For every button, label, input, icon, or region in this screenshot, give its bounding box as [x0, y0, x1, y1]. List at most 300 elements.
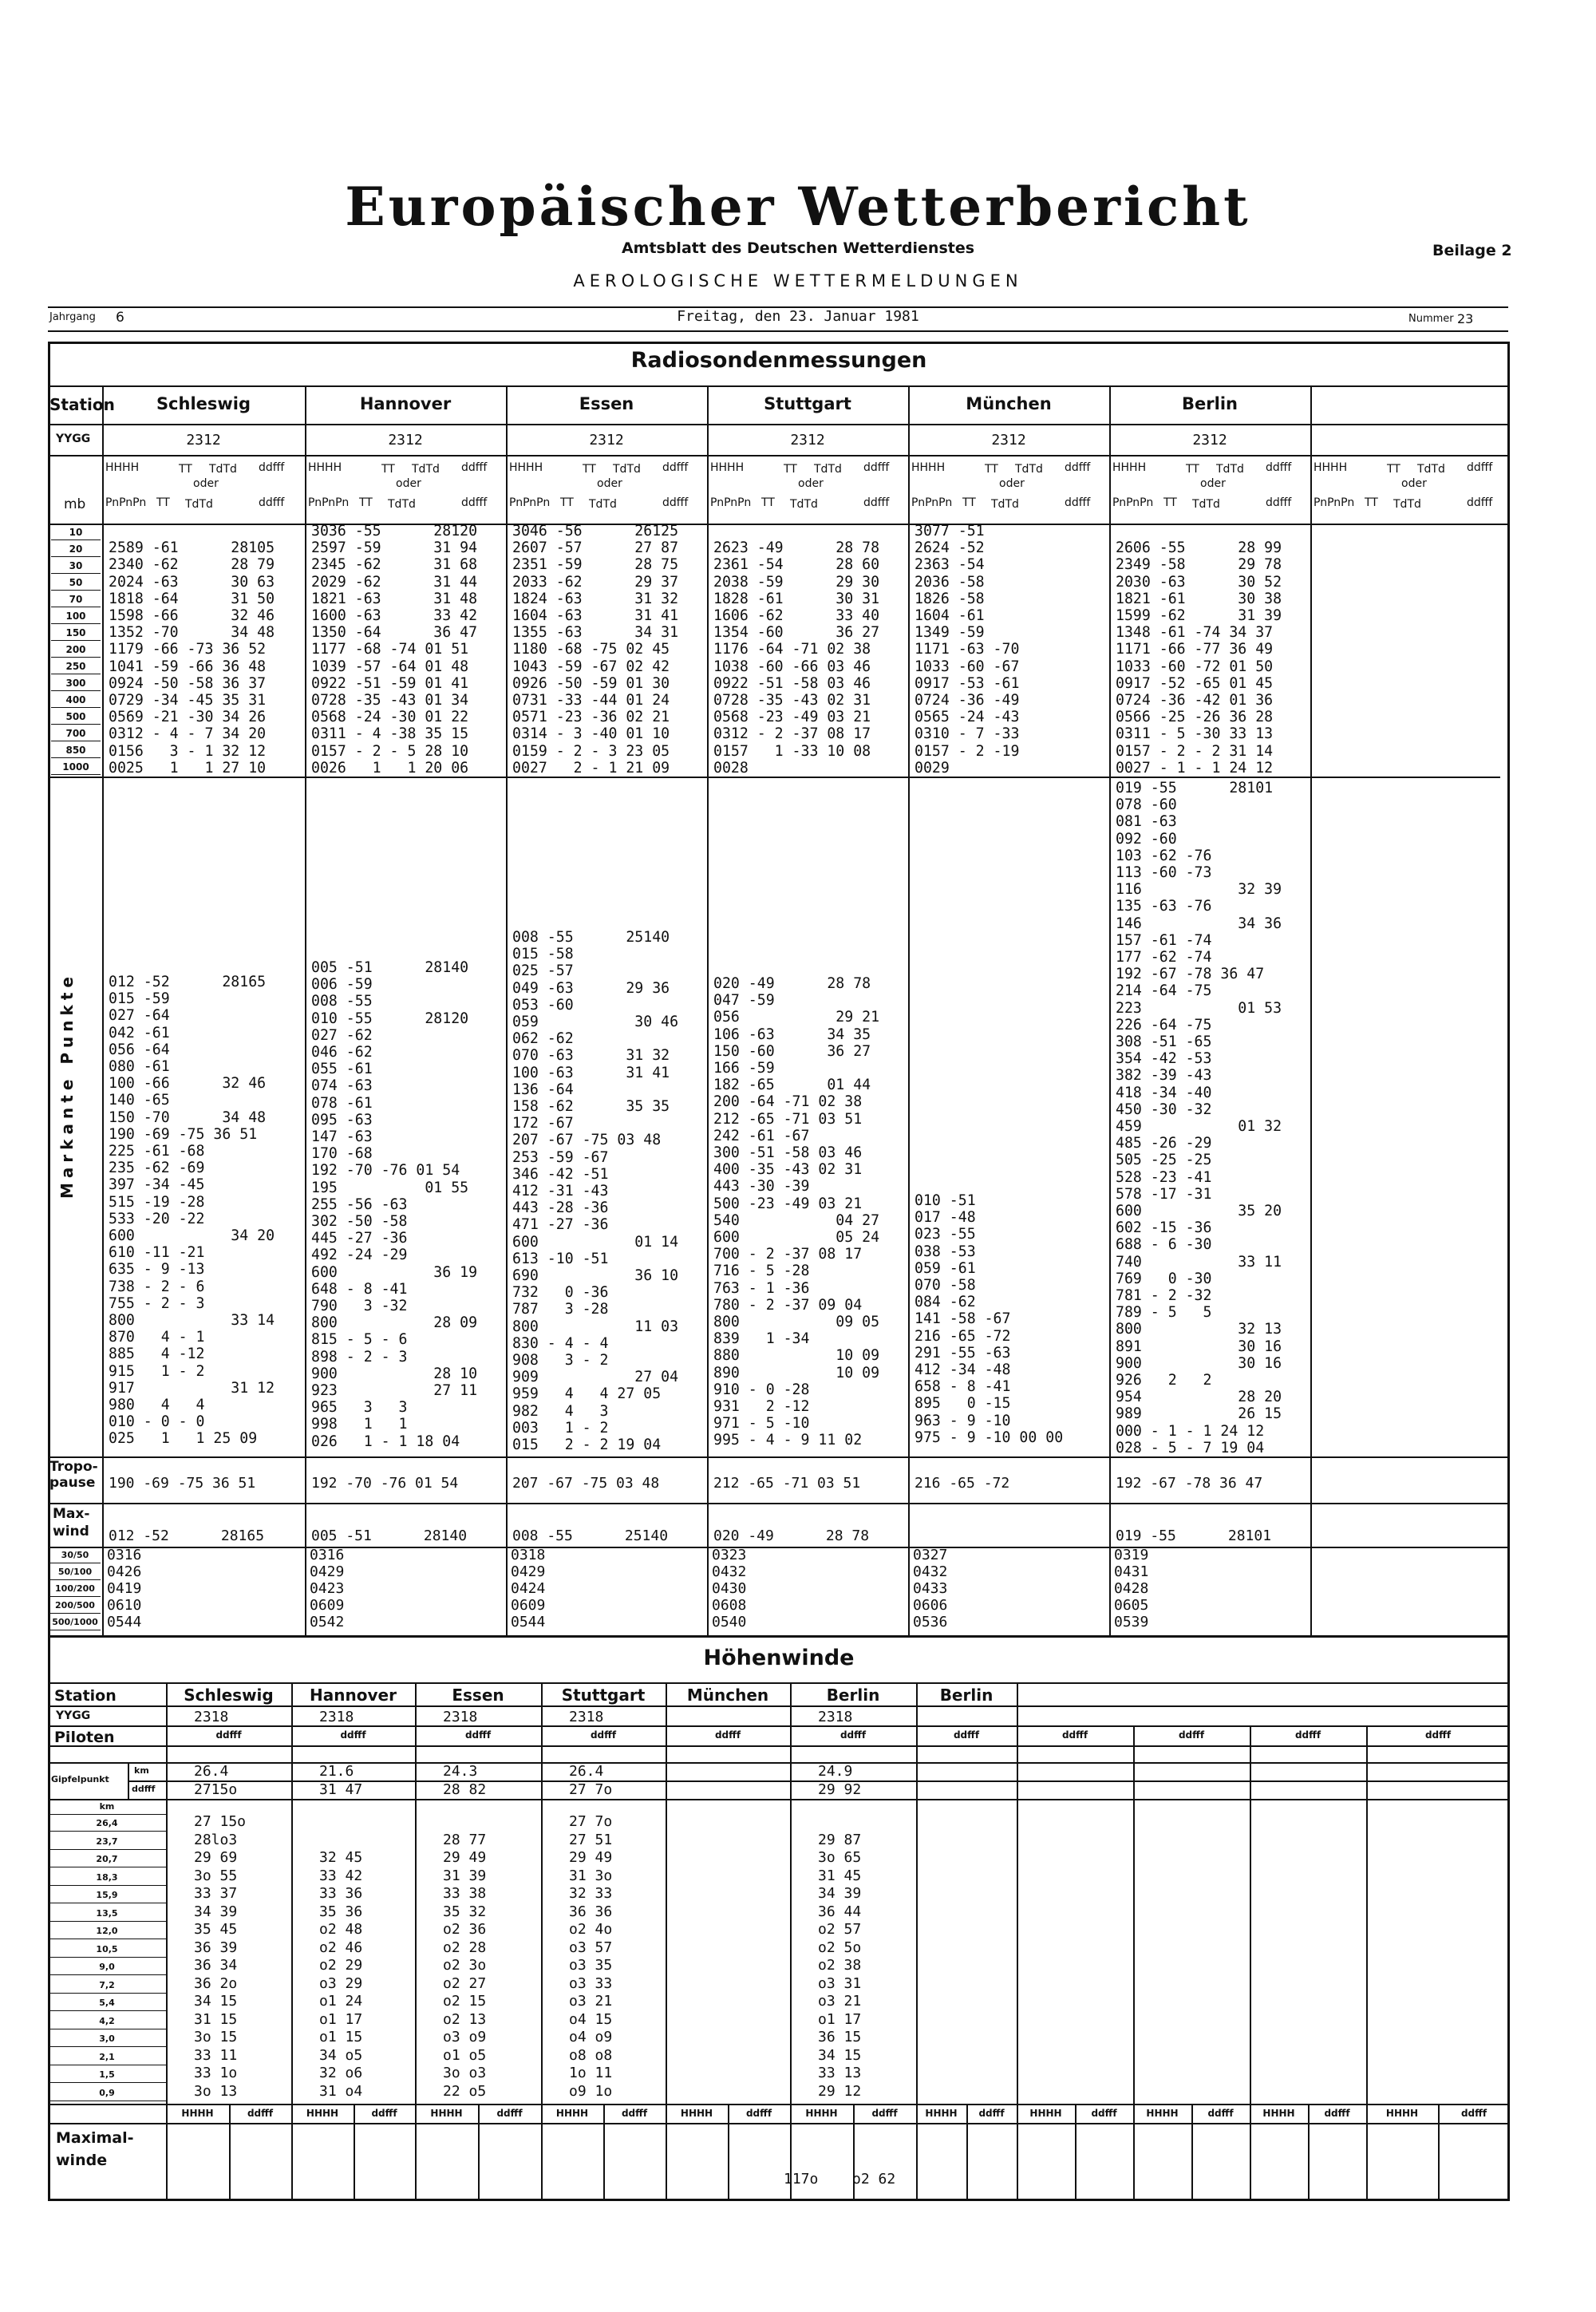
hw-hline [48, 1682, 1510, 1684]
hw-value: 36 36 [569, 1903, 613, 1920]
tropo-value: 192 -67 -78 36 47 [1116, 1475, 1263, 1492]
mark-row: 113 -60 -73 [1116, 864, 1212, 881]
mb-level: 300 [51, 675, 101, 691]
mark-row: 412 -31 -43 [512, 1183, 609, 1199]
mark-row: 346 -42 -51 [512, 1165, 609, 1183]
yygg-value: 2312 [790, 432, 825, 449]
mark-row: 613 -10 -51 [512, 1250, 609, 1267]
thickness-value: 0428 [1114, 1580, 1149, 1597]
nummer-value: 23 [1457, 311, 1474, 326]
maxwind-value: 005 -51 28140 [311, 1528, 468, 1544]
yygg-value: 2312 [186, 432, 221, 449]
std-row: 0157 - 2 -19 [915, 742, 1020, 760]
mark-row: 648 - 8 -41 [311, 1280, 408, 1298]
mark-row: 738 - 2 - 6 [109, 1278, 205, 1295]
maxwind-label: Max-wind [53, 1506, 90, 1539]
std-row: 2589 -61 28105 [109, 539, 275, 557]
station-schleswig: Schleswig [156, 394, 251, 413]
mark-row: 787 3 -28 [512, 1301, 609, 1318]
col-hhhh: HHHH [1112, 461, 1147, 474]
std-row: 1348 -61 -74 34 37 [1116, 624, 1274, 642]
std-row: 0924 -50 -58 36 37 [109, 674, 267, 692]
rs-hline [48, 385, 1510, 387]
thickness-value: 0323 [712, 1547, 747, 1563]
thickness-value: 0424 [511, 1580, 546, 1597]
hw-max-berlin-hhhh: 117o [784, 2171, 819, 2188]
rs-hline [48, 455, 1510, 456]
std-row: 2607 -57 27 87 [512, 539, 679, 557]
std-row: 0310 - 7 -33 [915, 725, 1020, 743]
hw-gipfel-label: Gipfelpunkt [51, 1774, 109, 1784]
col-pnpnpn: PnPnPn [1112, 496, 1154, 509]
hw-value: 32 o6 [319, 2065, 363, 2081]
col-tt: TT [962, 496, 976, 509]
std-row: 0311 - 4 -38 35 15 [311, 725, 469, 743]
mark-row: 010 -55 28120 [311, 1010, 469, 1027]
mark-row: 242 -61 -67 [713, 1127, 810, 1144]
maxwind-value: 012 -52 28165 [109, 1528, 265, 1544]
mark-row: 800 11 03 [512, 1318, 679, 1335]
hw-value: 3o 15 [194, 2029, 238, 2045]
mark-row: 900 30 16 [1116, 1354, 1282, 1372]
std-row: 2024 -63 30 63 [109, 573, 275, 591]
col-tt: TT [784, 463, 797, 476]
mark-row: 995 - 4 - 9 11 02 [713, 1432, 863, 1449]
col-oder: oder [1200, 477, 1226, 490]
thickness-value: 0609 [511, 1597, 546, 1614]
mark-row: 635 - 9 -13 [109, 1261, 205, 1279]
mark-row: 450 -30 -32 [1116, 1101, 1212, 1118]
jahrgang-label: Jahrgang [49, 311, 96, 323]
mark-row: 975 - 9 -10 00 00 [915, 1429, 1064, 1446]
hw-value: 36 15 [818, 2029, 862, 2045]
hw-max-hhhh: HHHH [306, 2108, 339, 2119]
col-pnpnpn: PnPnPn [710, 496, 752, 509]
std-row: 0565 -24 -43 [915, 709, 1020, 726]
markante-punkte-label: Markante Punkte [57, 972, 77, 1199]
mark-row: 100 -63 31 41 [512, 1064, 670, 1081]
std-row: 1826 -58 [915, 590, 985, 607]
mb-level: 1000 [51, 759, 101, 775]
std-row: 0724 -36 -42 01 36 [1116, 692, 1274, 709]
mark-row: 308 -51 -65 [1116, 1033, 1212, 1050]
rs-vline [102, 385, 104, 1638]
mark-row: 445 -27 -36 [311, 1230, 408, 1247]
col-tdtd: TdTd [1417, 463, 1445, 476]
hw-value: 33 1o [194, 2065, 238, 2081]
maxwind-value: 019 -55 28101 [1116, 1528, 1272, 1544]
mb-label: mb [64, 496, 86, 512]
yygg-value: 2312 [589, 432, 624, 449]
rs-hline [48, 1547, 1510, 1548]
thickness-value: 0608 [712, 1597, 747, 1614]
std-row: 1604 -63 31 41 [512, 607, 679, 624]
hw-max-berlin-ddfff: o2 62 [852, 2171, 896, 2188]
thickness-value: 0318 [511, 1547, 546, 1563]
hw-value: 29 49 [569, 1849, 613, 1866]
mark-row: 150 -70 34 48 [109, 1109, 267, 1126]
thickness-label: 50/100 [49, 1564, 101, 1580]
hw-vline [415, 1682, 417, 2201]
mark-row: 895 0 -15 [915, 1395, 1011, 1413]
mark-row: 084 -62 [915, 1294, 976, 1311]
col-tdtd: TdTd [209, 463, 237, 476]
col-tt: TT [1365, 496, 1378, 509]
hw-value: 28 77 [443, 1831, 487, 1848]
std-row: 3077 -51 [915, 523, 985, 539]
col-ddfff: ddfff [1065, 496, 1091, 509]
hw-level: 15,9 [48, 1887, 166, 1903]
mark-row: 010 -51 [915, 1192, 976, 1209]
hw-value: 36 44 [818, 1903, 862, 1920]
yygg-value: 2312 [1192, 432, 1227, 449]
std-row: 2606 -55 28 99 [1116, 539, 1282, 557]
hw-ddfff-hdr: ddfff [215, 1729, 242, 1741]
hw-level: 13,5 [48, 1906, 166, 1922]
mark-row: 092 -60 [1116, 830, 1177, 848]
mark-row: 870 4 - 1 [109, 1329, 205, 1346]
mark-row: 769 0 -30 [1116, 1270, 1212, 1287]
hw-gipfel-km-value: 24.9 [818, 1763, 853, 1780]
thickness-value: 0544 [107, 1614, 142, 1630]
hw-station: Hannover [310, 1686, 397, 1705]
hw-value: 34 15 [194, 1993, 238, 2010]
std-row: 2033 -62 29 37 [512, 573, 679, 591]
page-title: Europäischer Wetterbericht [345, 176, 1251, 238]
hw-gipfel-km-value: 26.4 [194, 1763, 229, 1780]
col-ddfff: ddfff [1266, 496, 1292, 509]
hw-value: 36 34 [194, 1957, 238, 1974]
mark-row: 500 -23 -49 03 21 [713, 1195, 863, 1212]
thickness-value: 0536 [913, 1614, 948, 1630]
col-ddfff: ddfff [1266, 461, 1292, 474]
hw-value: o1 o5 [443, 2046, 487, 2064]
mark-row: 216 -65 -72 [915, 1327, 1011, 1345]
mark-row: 600 34 20 [109, 1227, 275, 1244]
hw-value: o3 21 [818, 1993, 862, 2010]
hw-value: o2 13 [443, 2010, 487, 2028]
rs-hline [48, 1456, 1510, 1458]
mark-row: 600 01 14 [512, 1233, 679, 1251]
col-ddfff: ddfff [1467, 461, 1493, 474]
std-row: 1043 -59 -67 02 42 [512, 658, 670, 675]
mark-row: 053 -60 [512, 996, 574, 1014]
mb-level: 30 [51, 558, 101, 574]
hw-value: o2 4o [569, 1921, 613, 1938]
hw-hline [48, 1762, 1510, 1764]
col-ddfff: ddfff [259, 496, 285, 509]
tropo-value: 207 -67 -75 03 48 [512, 1475, 660, 1492]
std-row: 1821 -61 30 38 [1116, 590, 1282, 607]
std-row: 0729 -34 -45 35 31 [109, 692, 267, 709]
thickness-value: 0429 [511, 1563, 546, 1580]
mark-row: 059 30 46 [512, 1014, 679, 1030]
thickness-value: 0432 [712, 1563, 747, 1580]
mark-row: 059 -61 [915, 1259, 976, 1277]
mark-row: 078 -60 [1116, 796, 1177, 814]
thickness-value: 0610 [107, 1597, 142, 1614]
hw-value: o2 46 [319, 1939, 363, 1956]
hw-value: 3o 55 [194, 1867, 238, 1884]
thickness-label: 500/1000 [49, 1614, 101, 1630]
hw-gipfel-dd: ddfff [132, 1784, 156, 1794]
mark-row: 963 - 9 -10 [915, 1412, 1011, 1429]
std-row: 0314 - 3 -40 01 10 [512, 725, 670, 743]
mark-row: 602 -15 -36 [1116, 1219, 1212, 1237]
hw-max-ddfff: ddfff [1324, 2108, 1350, 2119]
thickness-value: 0432 [913, 1563, 948, 1580]
col-tdtd: TdTd [790, 498, 818, 511]
std-row: 3036 -55 28120 [311, 523, 478, 539]
std-row: 1176 -64 -71 02 38 [713, 641, 871, 658]
mark-row: 020 -49 28 78 [713, 975, 871, 992]
section-title: AEROLOGISCHE WETTERMELDUNGEN [573, 271, 1023, 290]
mark-row: 225 -61 -68 [109, 1143, 205, 1160]
col-tdtd: TdTd [185, 498, 213, 511]
std-row: 0026 1 1 20 06 [311, 759, 469, 777]
tropopause-label: Tropo-pause [49, 1459, 98, 1491]
std-row: 3046 -56 26125 [512, 523, 679, 539]
mark-row: 015 -58 [512, 946, 574, 963]
mark-row: 078 -61 [311, 1094, 373, 1112]
mark-row: 141 -58 -67 [915, 1310, 1011, 1328]
hw-value: 34 15 [818, 2046, 862, 2064]
mark-row: 135 -63 -76 [1116, 898, 1212, 915]
std-row: 0027 2 - 1 21 09 [512, 759, 670, 777]
col-tt: TT [560, 496, 574, 509]
thickness-value: 0430 [712, 1580, 747, 1597]
mark-row: 443 -30 -39 [713, 1178, 810, 1196]
std-row: 0926 -50 -59 01 30 [512, 674, 670, 692]
mark-row: 459 01 32 [1116, 1118, 1282, 1135]
mark-row: 070 -63 31 32 [512, 1047, 670, 1065]
thickness-label: 30/50 [49, 1547, 101, 1563]
std-row: 2345 -62 31 68 [311, 556, 478, 574]
hw-level: 0,9 [48, 2085, 166, 2101]
hw-level: 4,2 [48, 2014, 166, 2029]
hw-max-ddfff: ddfff [978, 2108, 1005, 2119]
std-row: 1179 -66 -73 36 52 [109, 641, 267, 658]
hw-level: 2,1 [48, 2049, 166, 2065]
thickness-value: 0539 [1114, 1614, 1149, 1630]
beilage-label: Beilage 2 [1432, 242, 1512, 259]
hw-max-hhhh: HHHH [1385, 2108, 1419, 2119]
hw-level: 7,2 [48, 1978, 166, 1994]
col-pnpnpn: PnPnPn [509, 496, 551, 509]
hw-value: o4 15 [569, 2010, 613, 2028]
mark-row: 908 3 - 2 [512, 1352, 609, 1369]
mark-row: 192 -70 -76 01 54 [311, 1162, 460, 1180]
hw-yygg: 2318 [194, 1709, 229, 1725]
mark-row: 540 04 27 [713, 1211, 880, 1229]
hw-value: o2 57 [818, 1921, 862, 1938]
hw-level: 23,7 [48, 1834, 166, 1850]
std-row: 0312 - 2 -37 08 17 [713, 725, 871, 743]
maxwind-value: 008 -55 25140 [512, 1528, 669, 1544]
std-row: 1600 -63 33 42 [311, 607, 478, 624]
tropo-value: 216 -65 -72 [915, 1475, 1010, 1492]
hw-maximal-label: Maximal-winde [56, 2129, 134, 2169]
station-hannover: Hannover [359, 394, 452, 413]
hw-max-ddfff: ddfff [1460, 2108, 1487, 2119]
col-hhhh: HHHH [911, 461, 946, 474]
thickness-value: 0423 [310, 1580, 345, 1597]
hw-hline [48, 1799, 1510, 1800]
hw-max-ddfff: ddfff [1091, 2108, 1117, 2119]
col-tt: TT [156, 496, 170, 509]
hw-value: 33 37 [194, 1885, 238, 1902]
col-tdtd: TdTd [1192, 498, 1220, 511]
std-row: 0157 - 2 - 2 31 14 [1116, 742, 1274, 760]
rs-hline [48, 524, 1510, 525]
mark-row: 418 -34 -40 [1116, 1084, 1212, 1101]
std-row: 1354 -60 36 27 [713, 624, 880, 642]
col-pnpnpn: PnPnPn [308, 496, 350, 509]
mark-row: 166 -59 [713, 1060, 775, 1077]
col-oder: oder [396, 477, 421, 490]
mark-row: 049 -63 29 36 [512, 979, 670, 997]
col-oder: oder [798, 477, 824, 490]
std-row: 0724 -36 -49 [915, 692, 1020, 709]
mark-row: 056 29 21 [713, 1009, 880, 1026]
mb-level: 850 [51, 742, 101, 758]
hw-level: 10,5 [48, 1942, 166, 1958]
std-row: 0731 -33 -44 01 24 [512, 692, 670, 709]
rs-vline [908, 385, 910, 1638]
mark-row: 600 05 24 [713, 1229, 880, 1246]
std-row: 1606 -62 33 40 [713, 607, 880, 624]
thickness-value: 0316 [310, 1547, 345, 1563]
hw-value: 31 39 [443, 1867, 487, 1884]
thickness-value: 0319 [1114, 1547, 1149, 1563]
hw-value: 29 49 [443, 1849, 487, 1866]
mark-row: 026 1 - 1 18 04 [311, 1433, 460, 1450]
mark-row: 140 -65 [109, 1092, 170, 1109]
hw-yygg: 2318 [818, 1709, 853, 1725]
mark-row: 600 35 20 [1116, 1203, 1282, 1219]
mb-level: 700 [51, 725, 101, 741]
hw-ddfff-hdr: ddfff [1424, 1729, 1452, 1741]
hw-value: 22 o5 [443, 2082, 487, 2100]
col-tt: TT [1163, 496, 1177, 509]
mark-row: 839 1 -34 [713, 1330, 810, 1348]
col-tt: TT [359, 496, 373, 509]
std-row: 0156 3 - 1 32 12 [109, 742, 267, 760]
std-row: 0922 -51 -58 03 46 [713, 674, 871, 692]
mark-row: 909 27 04 [512, 1369, 679, 1386]
col-tt: TT [381, 463, 395, 476]
mark-row: 177 -62 -74 [1116, 949, 1212, 966]
std-row: 1350 -64 36 47 [311, 624, 478, 642]
mark-row: 172 -67 [512, 1115, 574, 1132]
mark-row: 880 10 09 [713, 1347, 880, 1365]
col-tdtd: TdTd [388, 498, 416, 511]
mark-row: 081 -63 [1116, 813, 1177, 831]
hw-value: 31 45 [818, 1867, 862, 1884]
hw-vline [1017, 1725, 1018, 2201]
hw-value: 29 87 [818, 1831, 862, 1848]
col-pnpnpn: PnPnPn [1314, 496, 1355, 509]
hw-value: 35 36 [319, 1903, 363, 1920]
mark-row: 062 -62 [512, 1030, 574, 1048]
mark-row: 781 - 2 -32 [1116, 1287, 1212, 1304]
mark-row: 190 -69 -75 36 51 [109, 1125, 258, 1143]
mark-row: 815 - 5 - 6 [311, 1331, 408, 1349]
mark-row: 397 -34 -45 [109, 1176, 205, 1194]
hw-gipfel-km: km [134, 1765, 149, 1776]
mark-row: 008 -55 25140 [512, 929, 670, 946]
thickness-value: 0544 [511, 1614, 546, 1630]
std-row: 0922 -51 -59 01 41 [311, 674, 469, 692]
mark-row: 010 - 0 - 0 [109, 1413, 205, 1431]
mark-row: 800 28 09 [311, 1314, 478, 1332]
hw-value: o3 33 [569, 1974, 613, 1992]
mark-row: 046 -62 [311, 1044, 373, 1061]
hw-level: 3,0 [48, 2031, 166, 2047]
hw-value: 31 15 [194, 2010, 238, 2028]
mark-row: 830 - 4 - 4 [512, 1334, 609, 1352]
thickness-label: 100/200 [49, 1581, 101, 1597]
thickness-value: 0316 [107, 1547, 142, 1563]
rs-hline [48, 1503, 1510, 1504]
mark-row: 998 1 1 [311, 1416, 408, 1433]
std-row: 0312 - 4 - 7 34 20 [109, 725, 267, 743]
hw-hline [48, 1725, 1510, 1727]
mark-row: 485 -26 -29 [1116, 1135, 1212, 1152]
std-row: 0029 [915, 759, 950, 777]
col-pnpnpn: PnPnPn [911, 496, 953, 509]
mb-level: 250 [51, 658, 101, 674]
hoehenwinde-title: Höhenwinde [703, 1646, 855, 1670]
col-tdtd: TdTd [613, 463, 641, 476]
mark-row: 354 -42 -53 [1116, 1050, 1212, 1068]
mark-row: 042 -61 [109, 1024, 170, 1041]
hw-gipfel-dd-value: 2715o [194, 1781, 238, 1798]
hw-gipfel-dd-value: 31 47 [319, 1781, 363, 1798]
std-row: 1818 -64 31 50 [109, 590, 275, 607]
std-row: 1033 -60 -72 01 50 [1116, 658, 1274, 675]
col-ddfff: ddfff [662, 461, 689, 474]
std-row: 1038 -60 -66 03 46 [713, 658, 871, 675]
mark-row: 157 -61 -74 [1116, 931, 1212, 949]
hw-value: o2 38 [818, 1957, 862, 1974]
std-row: 1821 -63 31 48 [311, 590, 478, 607]
mark-row: 789 - 5 5 [1116, 1304, 1212, 1322]
maxwind-value: 020 -49 28 78 [713, 1528, 870, 1544]
hw-ddfff-hdr: ddfff [590, 1729, 617, 1741]
hw-value: o1 24 [319, 1993, 363, 2010]
std-row: 0917 -53 -61 [915, 674, 1020, 692]
thickness-value: 0609 [310, 1597, 345, 1614]
header-rule-bottom [48, 330, 1508, 332]
thickness-label: 200/500 [49, 1598, 101, 1614]
hw-gipfel-km-value: 21.6 [319, 1763, 354, 1780]
col-ddfff: ddfff [863, 461, 890, 474]
mark-row: 898 - 2 - 3 [311, 1348, 408, 1365]
std-row: 1177 -68 -74 01 51 [311, 641, 469, 658]
col-oder: oder [597, 477, 622, 490]
hw-yygg: 2318 [319, 1709, 354, 1725]
mark-row: 578 -17 -31 [1116, 1185, 1212, 1203]
mark-row: 226 -64 -75 [1116, 1016, 1212, 1033]
std-row: 2029 -62 31 44 [311, 573, 478, 591]
hw-value: 36 2o [194, 1974, 238, 1992]
mark-row: 382 -39 -43 [1116, 1067, 1212, 1085]
rs-vline [1310, 385, 1312, 1638]
mark-row: 515 -19 -28 [109, 1193, 205, 1211]
std-row: 2597 -59 31 94 [311, 539, 478, 557]
col-oder: oder [1401, 477, 1427, 490]
